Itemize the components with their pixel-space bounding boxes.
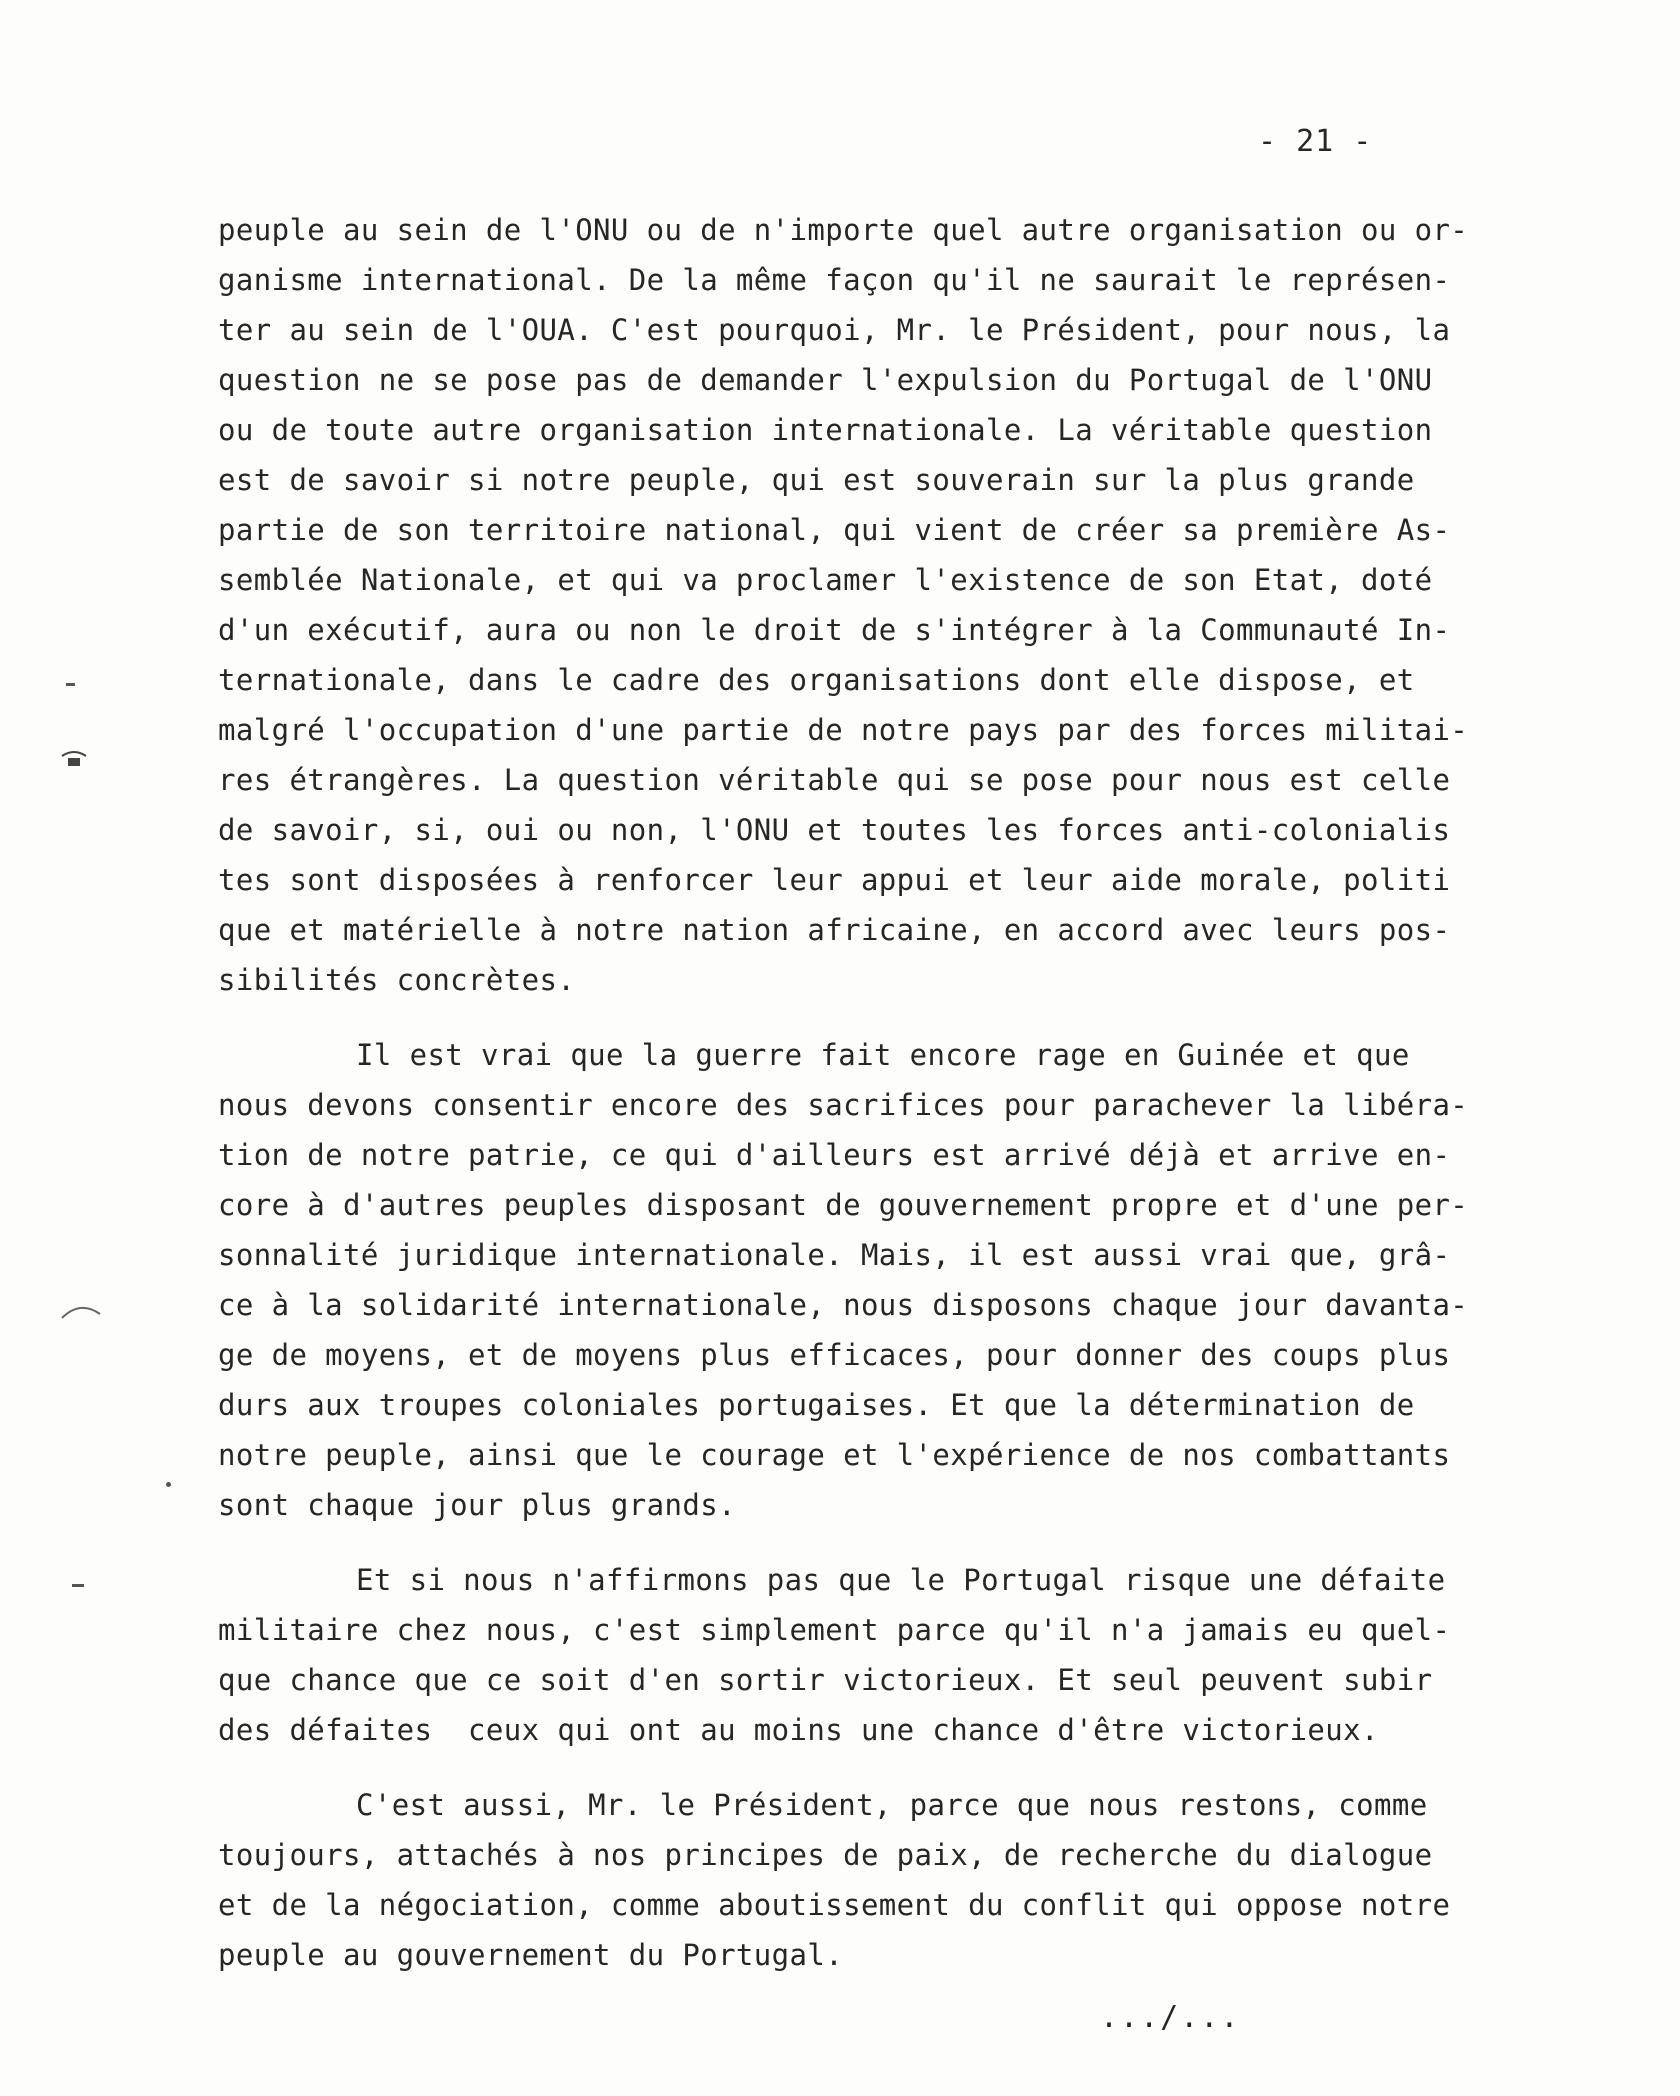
text-line: nous devons consentir encore des sacrifices pour parachever la libéra- [218, 1088, 1469, 1122]
text-line: tes sont disposées à renforcer leur appui et leur aide morale, politi [218, 863, 1451, 897]
continuation-mark: .../... [1100, 2000, 1241, 2035]
text-line: tion de notre patrie, ce qui d'ailleurs est arrivé déjà et arrive en- [218, 1138, 1451, 1172]
text-line: ce à la solidarité internationale, nous disposons chaque jour davanta- [218, 1288, 1469, 1322]
text-line: des défaites ceux qui ont au moins une chance d'être victorieux. [218, 1713, 1379, 1747]
text-line: sibilités concrètes. [218, 963, 576, 997]
text-line: d'un exécutif, aura ou non le droit de s'intégrer à la Communauté In- [218, 613, 1451, 647]
text-line: malgré l'occupation d'une partie de notre pays par des forces militai- [218, 713, 1469, 747]
margin-dash [66, 683, 75, 686]
text-line: peuple au gouvernement du Portugal. [218, 1938, 844, 1972]
text-line: Il est vrai que la guerre fait encore rage en Guinée et que [356, 1038, 1410, 1072]
text-line: ou de toute autre organisation internationale. La véritable question [218, 413, 1433, 447]
text-line: ganisme international. De la même façon qu'il ne saurait le représen- [218, 263, 1451, 297]
text-line: que chance que ce soit d'en sortir victorieux. Et seul peuvent subir [218, 1663, 1433, 1697]
text-line: semblée Nationale, et qui va proclamer l'existence de son Etat, doté [218, 563, 1433, 597]
text-line: durs aux troupes coloniales portugaises. Et que la détermination de [218, 1388, 1415, 1422]
text-line: est de savoir si notre peuple, qui est souverain sur la plus grande [218, 463, 1415, 497]
arc-mark-icon [60, 1300, 102, 1322]
text-line: C'est aussi, Mr. le Président, parce que nous restons, comme [356, 1788, 1428, 1822]
text-line: sonnalité juridique internationale. Mais, il est aussi vrai que, grâ- [218, 1238, 1451, 1272]
text-line: de savoir, si, oui ou non, l'ONU et toutes les forces anti-colonialis [218, 813, 1451, 847]
text-line: toujours, attachés à nos principes de paix, de recherche du dialogue [218, 1838, 1433, 1872]
text-line: ter au sein de l'OUA. C'est pourquoi, Mr. le Président, pour nous, la [218, 313, 1451, 347]
page-number: - 21 - [1258, 124, 1373, 159]
text-line: et de la négociation, comme aboutissement du conflit qui oppose notre [218, 1888, 1451, 1922]
margin-dash [72, 1584, 84, 1587]
text-line: res étrangères. La question véritable qui se pose pour nous est celle [218, 763, 1451, 797]
text-line: Et si nous n'affirmons pas que le Portugal risque une défaite [356, 1563, 1446, 1597]
text-line: ge de moyens, et de moyens plus efficaces, pour donner des coups plus [218, 1338, 1451, 1372]
text-line: que et matérielle à notre nation africaine, en accord avec leurs pos- [218, 913, 1451, 947]
text-line: ternationale, dans le cadre des organisations dont elle dispose, et [218, 663, 1415, 697]
text-line: partie de son territoire national, qui vient de créer sa première As- [218, 513, 1451, 547]
margin-dot [166, 1482, 171, 1487]
text-line: core à d'autres peuples disposant de gouvernement propre et d'une per- [218, 1188, 1469, 1222]
text-line: notre peuple, ainsi que le courage et l'expérience de nos combattants [218, 1438, 1451, 1472]
text-line: militaire chez nous, c'est simplement parce qu'il n'a jamais eu quel- [218, 1613, 1451, 1647]
text-line: sont chaque jour plus grands. [218, 1488, 736, 1522]
text-line: peuple au sein de l'ONU ou de n'importe quel autre organisation ou or- [218, 213, 1469, 247]
text-line: question ne se pose pas de demander l'expulsion du Portugal de l'ONU [218, 363, 1433, 397]
punch-hole-icon [60, 748, 88, 770]
